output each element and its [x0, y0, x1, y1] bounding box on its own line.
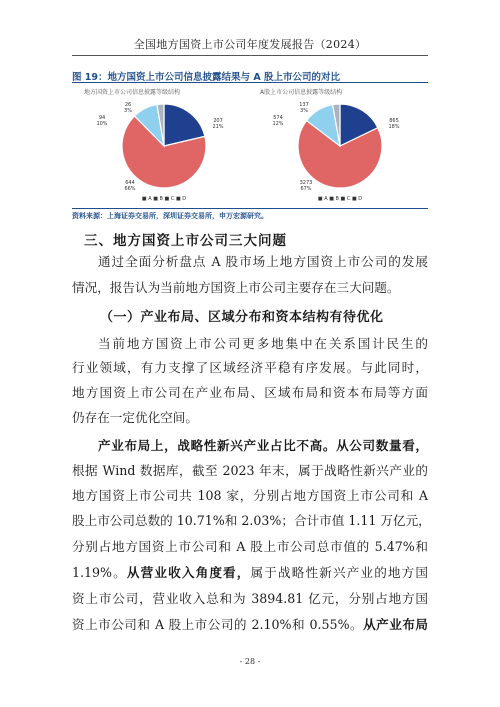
report-header: 全国地方国资上市公司年度发展报告（2024）	[133, 38, 367, 51]
slice-data-label: 207	[213, 118, 223, 124]
para1-line-3: 地方国资上市公司在产业布局、区域布局和资本布局等方面	[72, 385, 428, 400]
para2-line-3: 地方国资上市公司共 108 家，分别占地方国资上市公司和 A	[72, 488, 428, 503]
para2-bold-3: 从营业收入角度看，	[126, 565, 251, 580]
pie-chart-svg	[254, 86, 426, 206]
figure-top-divider	[72, 82, 428, 83]
header-divider	[72, 55, 428, 56]
slice-data-label: 94	[98, 115, 106, 121]
slice-data-label: 18%	[388, 124, 400, 130]
chart-legend: ■ A ■ B ■ C ■ D	[317, 196, 363, 202]
pie-chart-local-soe	[78, 86, 250, 206]
para1-line-4: 仍存在一定优化空间。	[72, 410, 198, 425]
slice-data-label: 26	[124, 102, 132, 108]
chart-title: A股上市公司信息披露等级结构	[260, 89, 343, 96]
subheading: （一）产业布局、区域分布和资本结构有待优化	[100, 310, 384, 325]
page-number: - 28 -	[239, 657, 261, 666]
slice-data-label: 3273	[299, 180, 313, 186]
figure-title: 图 19：地方国资上市公司信息披露结果与 A 股上市公司的对比	[72, 72, 340, 83]
slice-data-label: 137	[299, 102, 309, 108]
slice-data-label: 3%	[300, 108, 308, 114]
para1-line-1: 当前地方国资上市公司更多地集中在关系国计民生的	[98, 336, 428, 351]
figure-bottom-divider	[72, 208, 428, 209]
slice-data-label: 21%	[212, 124, 224, 130]
para2-bold-2: 从公司数量看，	[336, 438, 429, 453]
para2-l8-a: 资上市公司和 A 股上市公司的 2.10%和 0.55%。	[72, 617, 364, 632]
intro-line-2: 情况，报告认为当前地方国资上市公司主要存在三大问题。	[72, 280, 400, 295]
slice-data-label: 865	[389, 118, 399, 124]
pie-chart-a-share	[254, 86, 426, 206]
para2-bold-4: 从产业布局	[363, 617, 429, 632]
slice-data-label: 574	[273, 115, 283, 121]
slice-data-label: 10%	[96, 121, 108, 127]
intro-line-1: 通过全面分析盘点 A 股市场上地方国资上市公司的发展	[98, 254, 428, 269]
para2-line-7: 资上市公司，营业收入总和为 3894.81 亿元，分别占地方国	[72, 591, 428, 606]
slice-data-label: 12%	[272, 121, 284, 127]
para2-l6-a: 1.19%。	[72, 565, 127, 580]
para2-line-2: 根据 Wind 数据库，截至 2023 年末，属于战略性新兴产业的	[72, 463, 428, 478]
slice-data-label: 67%	[300, 186, 312, 192]
section-heading: 三、地方国资上市公司三大问题	[84, 233, 287, 249]
para2-l6-c: 属于战略性新兴产业的地方国	[250, 565, 429, 580]
chart-title: 地方国资上市公司信息披露等级结构	[84, 89, 181, 96]
slice-data-label: 3%	[124, 108, 132, 114]
para2-line-1	[72, 436, 428, 456]
para2-line-4: 股上市公司总数的 10.71%和 2.03%；合计市值 1.11 万亿元，	[72, 513, 431, 528]
pie-chart-svg	[78, 86, 250, 206]
para1-line-2: 行业领域，有力支撑了区域经济平稳有序发展。与此同时，	[72, 360, 428, 375]
slice-data-label: 644	[125, 180, 135, 186]
para2-line-6	[72, 563, 428, 583]
slice-data-label: 66%	[124, 186, 136, 192]
chart-legend: ■ A ■ B ■ C ■ D	[141, 196, 187, 202]
para2-bold-1: 产业布局上，战略性新兴产业占比不高。	[98, 438, 337, 453]
para2-line-8	[72, 615, 428, 635]
figure-source: 资料来源：上海证券交易所，深圳证券交易所，申万宏源研究。	[72, 212, 268, 220]
para2-line-5: 分别占地方国资上市公司和 A 股上市公司总市值的 5.47%和	[72, 539, 428, 554]
